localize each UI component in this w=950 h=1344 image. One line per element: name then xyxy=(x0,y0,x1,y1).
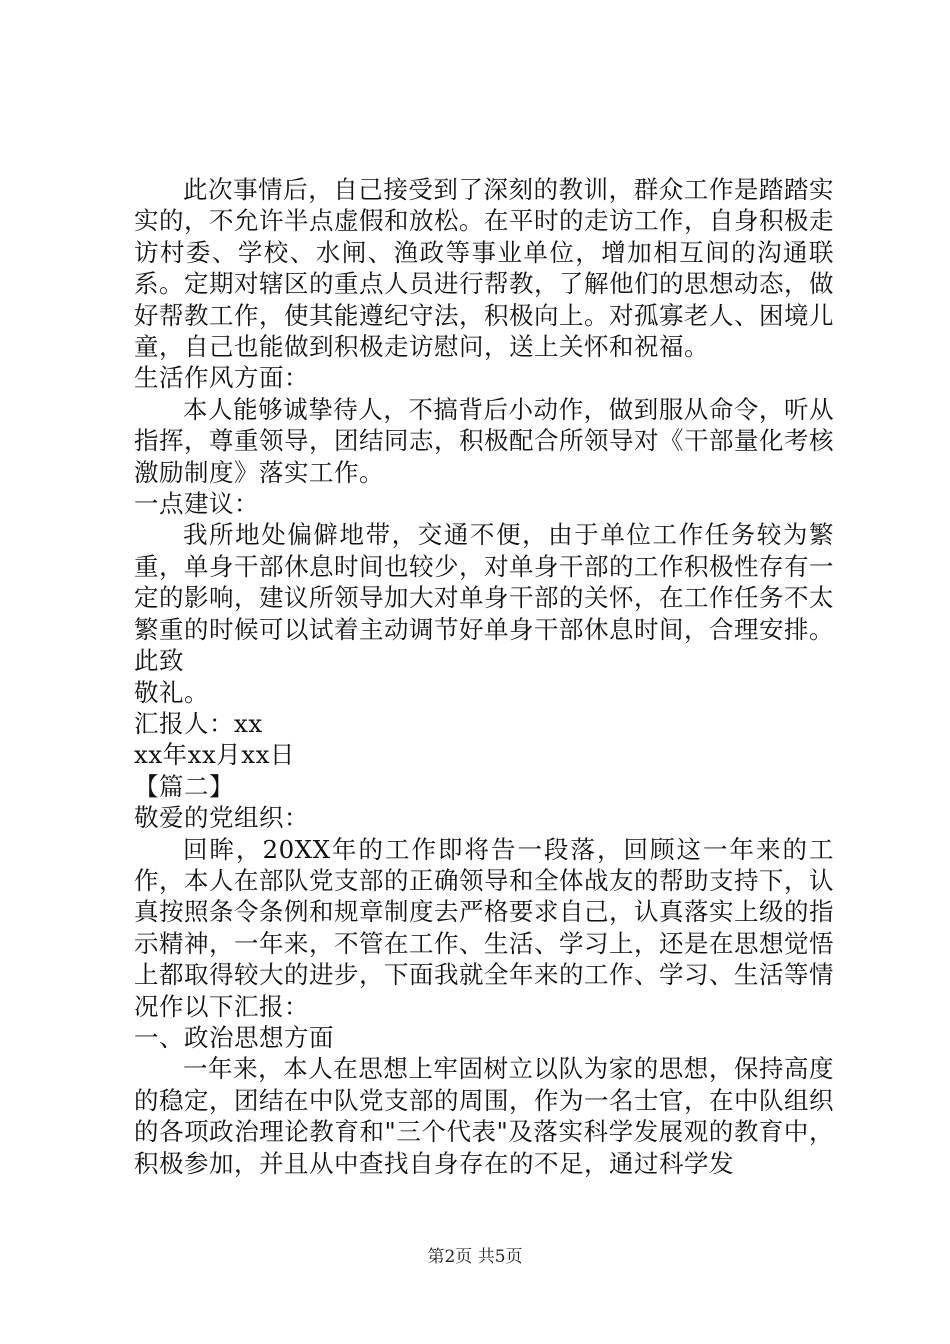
letter-greeting: 敬爱的党组织： xyxy=(134,803,309,833)
heading-suggestion: 一点建议： xyxy=(134,489,259,519)
closing-salutation: 此致 xyxy=(134,646,184,676)
date-line: xx年xx月xx日 xyxy=(134,740,295,770)
paragraph-lessons: 此次事情后，自己接受到了深刻的教训，群众工作是踏踏实实的，不允许半点虚假和放松。在平时的走访工作，自身积极走访村委、学校、水闸、渔政等事业单位，增加相互间的沟通联系。定期对辖区的重点人员进行帮教，了解他们的思想动态，做好帮教工作，使其能遵纪守法，积极向上。对孤寡老人、困境儿童，自己也能做到积极走访慰问，送上关怀和祝福。 xyxy=(134,175,834,362)
page-number-footer: 第2页 共5页 xyxy=(427,1247,523,1267)
document-body xyxy=(134,174,834,1179)
section-marker: 【篇二】 xyxy=(134,771,234,801)
paragraph-suggestion: 我所地处偏僻地带，交通不便，由于单位工作任务较为繁重，单身干部休息时间也较少，对单身干部的工作积极性存有一定的影响，建议所领导加大对单身干部的关怀，在工作任务不太繁重的时候可以试着主动调节好单身干部休息时间，合理安排。 xyxy=(134,520,834,644)
reporter-line: 汇报人：xx xyxy=(134,708,263,738)
paragraph-lifestyle: 本人能够诚挚待人，不搞背后小动作，做到服从命令，听从指挥，尊重领导，团结同志，积极配合所领导对《干部量化考核激励制度》落实工作。 xyxy=(134,394,834,487)
paragraph-political-thought: 一年来，本人在思想上牢固树立以队为家的思想，保持高度的稳定，团结在中队党支部的周围，作为一名士官，在中队组织的各项政治理论教育和"三个代表"及落实科学发展观的教育中，积极参加，并且从中查找自身存在的不足，通过科学发 xyxy=(134,1054,834,1178)
paragraph-review: 回眸，20XX年的工作即将告一段落，回顾这一年来的工作，本人在部队党支部的正确领导和全体战友的帮助支持下，认真按照条令条例和规章制度去严格要求自己，认真落实上级的指示精神，一年来，不管在工作、生活、学习上，还是在思想觉悟上都取得较大的进步，下面我就全年来的工作、学习、生活等情况作以下汇报： xyxy=(134,834,834,1021)
heading-lifestyle: 生活作风方面： xyxy=(134,363,309,393)
heading-political-thought: 一、政治思想方面 xyxy=(134,1022,334,1052)
closing-regards: 敬礼。 xyxy=(134,677,209,707)
